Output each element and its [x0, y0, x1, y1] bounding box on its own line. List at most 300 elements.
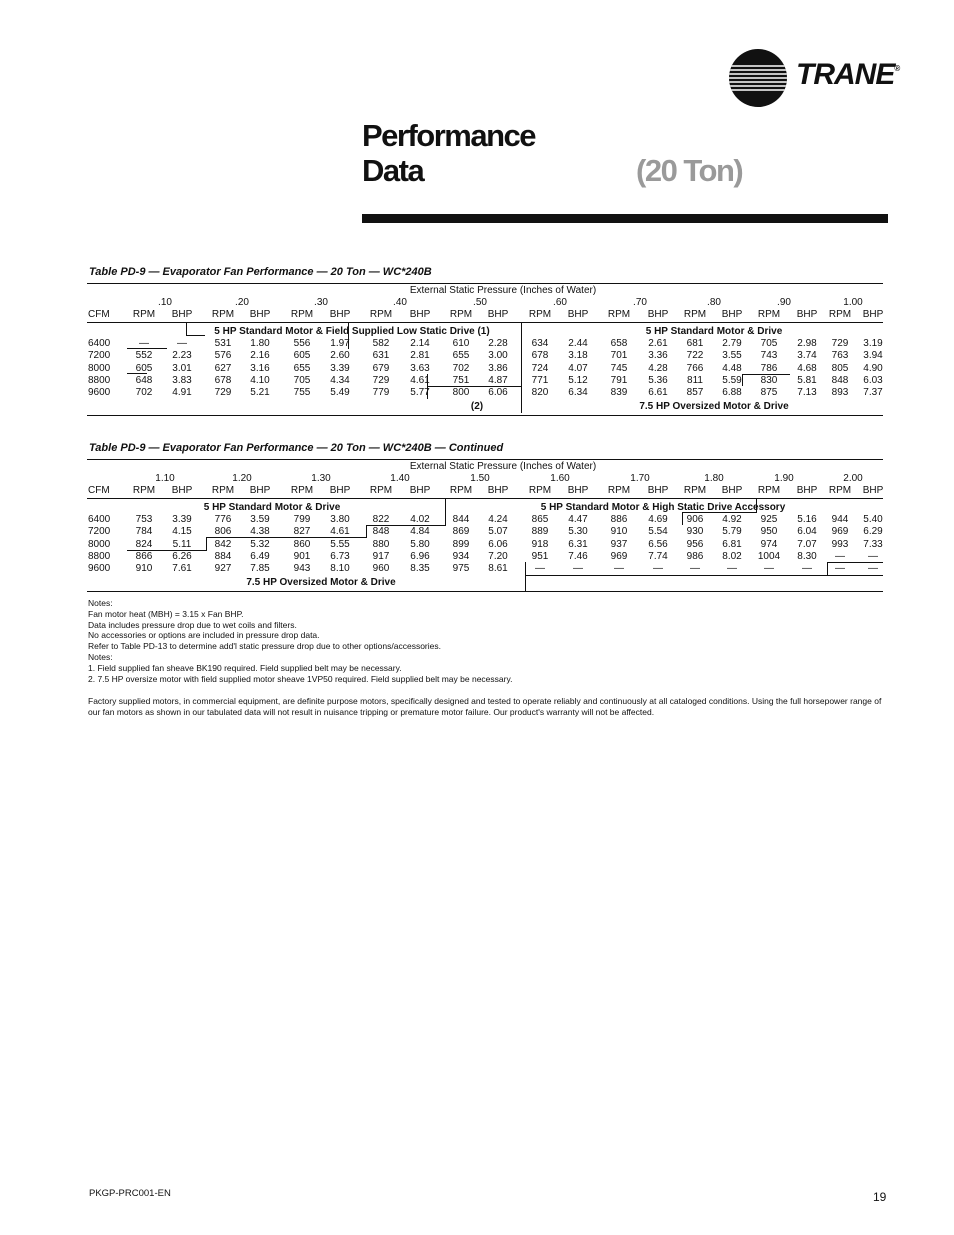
- rpm-column-header: RPM: [132, 309, 156, 320]
- table-cell: 960: [372, 563, 390, 574]
- region-label: 5 HP Standard Motor & Drive: [645, 326, 783, 337]
- page-title-line2: Data: [362, 153, 424, 188]
- table-cell: 702: [135, 387, 153, 398]
- table-cell: 4.07: [568, 363, 588, 374]
- pressure-header: 1.20: [232, 473, 252, 484]
- table-cell: 2.28: [488, 338, 508, 349]
- table-cell: 8.35: [410, 563, 430, 574]
- table-cell: 582: [372, 338, 390, 349]
- table-cell: 3.19: [863, 338, 883, 349]
- pressure-header: .90: [777, 297, 791, 308]
- rpm-column-header: RPM: [683, 485, 707, 496]
- note-line: Refer to Table PD-13 to determine add'l static pressure drop due to other options/accessories.: [88, 641, 441, 652]
- table-cell: 4.02: [410, 514, 430, 525]
- pressure-header: 1.50: [470, 473, 490, 484]
- pressure-header: .40: [393, 297, 407, 308]
- table-cell: 3.63: [410, 363, 430, 374]
- table-cell: 2.81: [410, 350, 430, 361]
- table-cell: 6.81: [722, 539, 742, 550]
- table-cell: 2.14: [410, 338, 430, 349]
- bhp-column-header: BHP: [647, 309, 669, 320]
- table-cell: 4.10: [250, 375, 270, 386]
- notes-block: [88, 598, 512, 684]
- pressure-header: 1.90: [774, 473, 794, 484]
- pressure-header: 1.30: [311, 473, 331, 484]
- table-cell: 937: [610, 539, 628, 550]
- brand-wordmark: TRANE®: [796, 58, 900, 91]
- table-cell: 2.79: [722, 338, 742, 349]
- table-cell: 678: [531, 350, 549, 361]
- table-cell: 631: [372, 350, 390, 361]
- table-cell: 705: [293, 375, 311, 386]
- table-cell: 4.91: [172, 387, 192, 398]
- note-line: Fan motor heat (MBH) = 3.15 x Fan BHP.: [88, 608, 244, 619]
- table-cell: —: [835, 563, 845, 574]
- table-cell: 1.97: [330, 338, 350, 349]
- table-cell: 918: [531, 539, 549, 550]
- cfm-cell: 6400: [88, 338, 111, 349]
- bhp-column-header: BHP: [862, 309, 884, 320]
- table-cell: 779: [372, 387, 390, 398]
- table-cell: 917: [372, 551, 390, 562]
- table-cell: 5.81: [797, 375, 817, 386]
- table-cell: —: [835, 551, 845, 562]
- table-cell: 743: [760, 350, 778, 361]
- table-cell: —: [653, 563, 663, 574]
- table-cell: 822: [372, 514, 390, 525]
- cfm-cell: 8800: [88, 375, 111, 386]
- table-cell: 3.00: [488, 350, 508, 361]
- bhp-column-header: BHP: [171, 309, 193, 320]
- table-cell: 910: [135, 563, 153, 574]
- cfm-column-header: CFM: [88, 485, 110, 496]
- table-cell: 5.79: [722, 526, 742, 537]
- table-cell: 771: [531, 375, 549, 386]
- table-cell: 4.48: [722, 363, 742, 374]
- rpm-column-header: RPM: [290, 309, 314, 320]
- bhp-column-header: BHP: [171, 485, 193, 496]
- table-cell: 658: [610, 338, 628, 349]
- table-cell: 910: [610, 526, 628, 537]
- rpm-column-header: RPM: [528, 309, 552, 320]
- table-cell: 3.39: [330, 363, 350, 374]
- cfm-cell: 8000: [88, 539, 111, 550]
- cfm-cell: 7200: [88, 350, 111, 361]
- bhp-column-header: BHP: [409, 485, 431, 496]
- table-cell: 4.68: [797, 363, 817, 374]
- table-cell: 2.23: [172, 350, 192, 361]
- table-cell: 7.13: [797, 387, 817, 398]
- bhp-column-header: BHP: [487, 309, 509, 320]
- table-cell: —: [535, 563, 545, 574]
- table-cell: 860: [293, 539, 311, 550]
- rpm-column-header: RPM: [683, 309, 707, 320]
- table-cell: 724: [531, 363, 549, 374]
- table1: [87, 283, 883, 417]
- rpm-column-header: RPM: [528, 485, 552, 496]
- table-cell: 3.86: [488, 363, 508, 374]
- table-cell: 6.73: [330, 551, 350, 562]
- table-cell: 4.28: [648, 363, 668, 374]
- table-cell: 944: [831, 514, 849, 525]
- table-cell: 705: [760, 338, 778, 349]
- bhp-column-header: BHP: [249, 309, 271, 320]
- table-cell: 556: [293, 338, 311, 349]
- table-cell: 4.24: [488, 514, 508, 525]
- table-cell: 5.11: [172, 539, 192, 550]
- pressure-header: .50: [473, 297, 487, 308]
- table-cell: 811: [687, 375, 703, 386]
- table-cell: 830: [760, 375, 778, 386]
- table-cell: 7.07: [797, 539, 817, 550]
- rpm-column-header: RPM: [607, 309, 631, 320]
- rpm-column-header: RPM: [369, 485, 393, 496]
- table-cell: 6.88: [722, 387, 742, 398]
- table-cell: 934: [452, 551, 470, 562]
- table-cell: 576: [214, 350, 232, 361]
- table-cell: 4.15: [172, 526, 192, 537]
- table-cell: 7.37: [863, 387, 883, 398]
- note-line: 1. Field supplied fan sheave BK190 required. Field supplied belt may be necessary.: [88, 662, 402, 673]
- pressure-header: .10: [158, 297, 172, 308]
- table-cell: —: [868, 551, 878, 562]
- table-cell: 7.46: [568, 551, 588, 562]
- table-cell: 6.29: [863, 526, 883, 537]
- cfm-cell: 9600: [88, 387, 111, 398]
- bhp-column-header: BHP: [796, 485, 818, 496]
- table-cell: 5.12: [568, 375, 588, 386]
- note-line: Notes:: [88, 651, 113, 662]
- table-cell: 634: [531, 338, 549, 349]
- header-rule: [362, 214, 888, 223]
- table-cell: 729: [372, 375, 390, 386]
- table-cell: —: [802, 563, 812, 574]
- pressure-header: 1.40: [390, 473, 410, 484]
- table-cell: 679: [372, 363, 390, 374]
- region-label: (2): [470, 401, 484, 412]
- note-line: No accessories or options are included in pressure drop data.: [88, 630, 320, 641]
- bhp-column-header: BHP: [796, 309, 818, 320]
- pressure-header: 1.80: [704, 473, 724, 484]
- table-cell: —: [764, 563, 774, 574]
- table-cell: 763: [831, 350, 849, 361]
- bhp-column-header: BHP: [567, 485, 589, 496]
- document-id: PKGP-PRC001-EN: [89, 1188, 171, 1199]
- table-cell: 5.40: [863, 514, 883, 525]
- table-cell: 2.98: [797, 338, 817, 349]
- table-cell: 906: [686, 514, 704, 525]
- table-cell: —: [573, 563, 583, 574]
- table-cell: 8.10: [330, 563, 350, 574]
- table-cell: 6.56: [648, 539, 668, 550]
- table-cell: 531: [214, 338, 232, 349]
- pressure-header: 1.70: [630, 473, 650, 484]
- bhp-column-header: BHP: [721, 485, 743, 496]
- table-cell: 930: [686, 526, 704, 537]
- region-label: 7.5 HP Oversized Motor & Drive: [639, 401, 789, 412]
- pressure-header: 1.10: [155, 473, 175, 484]
- table-cell: 4.92: [722, 514, 742, 525]
- page-title-line1: Performance: [362, 118, 536, 153]
- table-cell: 886: [610, 514, 628, 525]
- table-cell: 3.55: [722, 350, 742, 361]
- page-number: 19: [873, 1190, 887, 1204]
- region-label: 5 HP Standard Motor & Drive: [203, 502, 341, 513]
- table-cell: 4.61: [330, 526, 350, 537]
- table-cell: 3.01: [172, 363, 192, 374]
- table-cell: 722: [686, 350, 704, 361]
- table-cell: 6.96: [410, 551, 430, 562]
- table-cell: 4.90: [863, 363, 883, 374]
- table-cell: 6.31: [568, 539, 588, 550]
- bhp-column-header: BHP: [329, 309, 351, 320]
- table-cell: 927: [214, 563, 232, 574]
- table-cell: 5.54: [648, 526, 668, 537]
- table-cell: 974: [760, 539, 778, 550]
- table-cell: 824: [135, 539, 153, 550]
- rpm-column-header: RPM: [828, 485, 852, 496]
- table-cell: 701: [610, 350, 628, 361]
- table-cell: —: [177, 338, 187, 349]
- rpm-column-header: RPM: [757, 485, 781, 496]
- table-cell: 745: [610, 363, 628, 374]
- region-label: 5 HP Standard Motor & High Static Drive Accessory: [540, 502, 786, 513]
- table-cell: 975: [452, 563, 470, 574]
- bhp-column-header: BHP: [647, 485, 669, 496]
- table-cell: 827: [293, 526, 311, 537]
- table-cell: —: [690, 563, 700, 574]
- cfm-cell: 6400: [88, 514, 111, 525]
- table-cell: 4.84: [410, 526, 430, 537]
- table-cell: 901: [293, 551, 311, 562]
- table-cell: 784: [135, 526, 153, 537]
- esp-header: External Static Pressure (Inches of Water): [409, 285, 597, 296]
- table-cell: 875: [760, 387, 778, 398]
- table-cell: 6.26: [172, 551, 192, 562]
- table-cell: 5.16: [797, 514, 817, 525]
- bhp-column-header: BHP: [721, 309, 743, 320]
- table-cell: 956: [686, 539, 704, 550]
- pressure-header: 1.60: [550, 473, 570, 484]
- factory-motor-note: Factory supplied motors, in commercial equipment, are definite purpose motors, specifically designed and tested to operate reliably and continuously at all cataloged conditions. Using the full horsepower range of our fan motors as shown in our tabulated data will not result in nuisance tripping or premature motor failure. Our product's warranty will not be affected.: [88, 696, 882, 717]
- table1-caption: Table PD-9 — Evaporator Fan Performance — 20 Ton — WC*240B: [89, 266, 432, 278]
- table-cell: 610: [452, 338, 470, 349]
- table-cell: 899: [452, 539, 470, 550]
- table-cell: 5.80: [410, 539, 430, 550]
- region-label: 5 HP Standard Motor & Field Supplied Low Static Drive (1): [214, 326, 490, 337]
- table-cell: 4.87: [488, 375, 508, 386]
- table-cell: 7.74: [648, 551, 668, 562]
- table-cell: 865: [531, 514, 549, 525]
- table-cell: —: [727, 563, 737, 574]
- cfm-cell: 8800: [88, 551, 111, 562]
- table-cell: 1.80: [250, 338, 270, 349]
- table-cell: 6.49: [250, 551, 270, 562]
- table-cell: 889: [531, 526, 549, 537]
- table-cell: 869: [452, 526, 470, 537]
- table-cell: 866: [135, 551, 153, 562]
- table-cell: 5.30: [568, 526, 588, 537]
- table-cell: —: [139, 338, 149, 349]
- pressure-header: .80: [707, 297, 721, 308]
- table-cell: 848: [831, 375, 849, 386]
- table-cell: 969: [831, 526, 849, 537]
- table-cell: 7.61: [172, 563, 192, 574]
- table-cell: 753: [135, 514, 153, 525]
- table-cell: 4.61: [410, 375, 430, 386]
- table-cell: 6.06: [488, 539, 508, 550]
- table-cell: 729: [214, 387, 232, 398]
- pressure-header: .20: [235, 297, 249, 308]
- table-cell: 766: [686, 363, 704, 374]
- table-cell: 986: [686, 551, 704, 562]
- cfm-cell: 8000: [88, 363, 111, 374]
- table-cell: 751: [452, 375, 470, 386]
- rpm-column-header: RPM: [132, 485, 156, 496]
- rpm-column-header: RPM: [211, 485, 235, 496]
- pressure-header: 1.00: [843, 297, 863, 308]
- table-cell: 950: [760, 526, 778, 537]
- bhp-column-header: BHP: [567, 309, 589, 320]
- table-cell: 8.02: [722, 551, 742, 562]
- table-cell: 655: [452, 350, 470, 361]
- table-cell: 6.03: [863, 375, 883, 386]
- table-cell: 552: [135, 350, 153, 361]
- bhp-column-header: BHP: [409, 309, 431, 320]
- table-cell: 755: [293, 387, 311, 398]
- table-cell: 678: [214, 375, 232, 386]
- note-line: 2. 7.5 HP oversize motor with field supplied motor sheave 1VP50 required. Field supplied belt may be necessary.: [88, 673, 513, 684]
- table-cell: 702: [452, 363, 470, 374]
- table-cell: 800: [452, 387, 470, 398]
- table-cell: 3.39: [172, 514, 192, 525]
- pressure-header: .70: [633, 297, 647, 308]
- rpm-column-header: RPM: [449, 309, 473, 320]
- table-cell: 799: [293, 514, 311, 525]
- table-cell: 655: [293, 363, 311, 374]
- table-cell: 842: [214, 539, 232, 550]
- table-cell: 5.36: [648, 375, 668, 386]
- table-cell: 844: [452, 514, 470, 525]
- table-cell: 6.06: [488, 387, 508, 398]
- table-cell: 5.07: [488, 526, 508, 537]
- table-cell: 6.61: [648, 387, 668, 398]
- table2: [87, 459, 883, 593]
- table-cell: 4.38: [250, 526, 270, 537]
- table-cell: 6.04: [797, 526, 817, 537]
- rpm-column-header: RPM: [757, 309, 781, 320]
- table-cell: 681: [686, 338, 704, 349]
- table-cell: 880: [372, 539, 390, 550]
- table-cell: 729: [831, 338, 849, 349]
- rpm-column-header: RPM: [290, 485, 314, 496]
- table-cell: 943: [293, 563, 311, 574]
- table-cell: 605: [293, 350, 311, 361]
- table-cell: 627: [214, 363, 232, 374]
- table-cell: 791: [610, 375, 628, 386]
- table-cell: 1004: [757, 551, 781, 562]
- table-cell: 8.61: [488, 563, 508, 574]
- table-cell: 776: [214, 514, 232, 525]
- table-cell: 5.32: [250, 539, 270, 550]
- table-cell: 4.69: [648, 514, 668, 525]
- table-cell: 648: [135, 375, 153, 386]
- table-cell: 3.16: [250, 363, 270, 374]
- rpm-column-header: RPM: [369, 309, 393, 320]
- table-cell: 7.33: [863, 539, 883, 550]
- table-cell: 925: [760, 514, 778, 525]
- table-cell: 5.21: [250, 387, 270, 398]
- table-cell: 6.34: [568, 387, 588, 398]
- table-cell: 951: [531, 551, 549, 562]
- table-cell: 857: [686, 387, 704, 398]
- table-cell: 605: [135, 363, 153, 374]
- page-subtitle: (20 Ton): [636, 153, 743, 188]
- pressure-header: 2.00: [843, 473, 863, 484]
- table-cell: 2.60: [330, 350, 350, 361]
- table-cell: 884: [214, 551, 232, 562]
- table-cell: 993: [831, 539, 849, 550]
- pressure-header: .60: [553, 297, 567, 308]
- table-cell: 5.77: [410, 387, 430, 398]
- table-cell: 7.20: [488, 551, 508, 562]
- table-cell: 4.47: [568, 514, 588, 525]
- table-cell: 3.36: [648, 350, 668, 361]
- table-cell: —: [614, 563, 624, 574]
- rpm-column-header: RPM: [449, 485, 473, 496]
- table-cell: 893: [831, 387, 849, 398]
- note-line: Notes:: [88, 598, 113, 608]
- table-cell: 5.59: [722, 375, 742, 386]
- bhp-column-header: BHP: [329, 485, 351, 496]
- table-cell: —: [868, 563, 878, 574]
- bhp-column-header: BHP: [249, 485, 271, 496]
- table2-caption: Table PD-9 — Evaporator Fan Performance — 20 Ton — WC*240B — Continued: [89, 442, 504, 454]
- region-label: 7.5 HP Oversized Motor & Drive: [246, 577, 396, 588]
- table-cell: 3.59: [250, 514, 270, 525]
- table-cell: 3.94: [863, 350, 883, 361]
- cfm-column-header: CFM: [88, 309, 110, 320]
- table-cell: 3.18: [568, 350, 588, 361]
- cfm-cell: 7200: [88, 526, 111, 537]
- table-cell: 7.85: [250, 563, 270, 574]
- table-cell: 3.83: [172, 375, 192, 386]
- cfm-cell: 9600: [88, 563, 111, 574]
- table-cell: 3.74: [797, 350, 817, 361]
- table-cell: 820: [531, 387, 549, 398]
- trane-logo-mark: [728, 48, 788, 108]
- table-cell: 5.55: [330, 539, 350, 550]
- table-cell: 2.61: [648, 338, 668, 349]
- bhp-column-header: BHP: [862, 485, 884, 496]
- table-cell: 806: [214, 526, 232, 537]
- table-cell: 3.80: [330, 514, 350, 525]
- note-line: Data includes pressure drop due to wet coils and filters.: [88, 619, 297, 630]
- esp-header: External Static Pressure (Inches of Water): [409, 461, 597, 472]
- rpm-column-header: RPM: [828, 309, 852, 320]
- table-cell: 969: [610, 551, 628, 562]
- rpm-column-header: RPM: [211, 309, 235, 320]
- rpm-column-header: RPM: [607, 485, 631, 496]
- pressure-header: .30: [314, 297, 328, 308]
- table-cell: 2.44: [568, 338, 588, 349]
- table-cell: 786: [760, 363, 778, 374]
- table-cell: 5.49: [330, 387, 350, 398]
- table-cell: 2.16: [250, 350, 270, 361]
- table-cell: 805: [831, 363, 849, 374]
- bhp-column-header: BHP: [487, 485, 509, 496]
- table-cell: 8.30: [797, 551, 817, 562]
